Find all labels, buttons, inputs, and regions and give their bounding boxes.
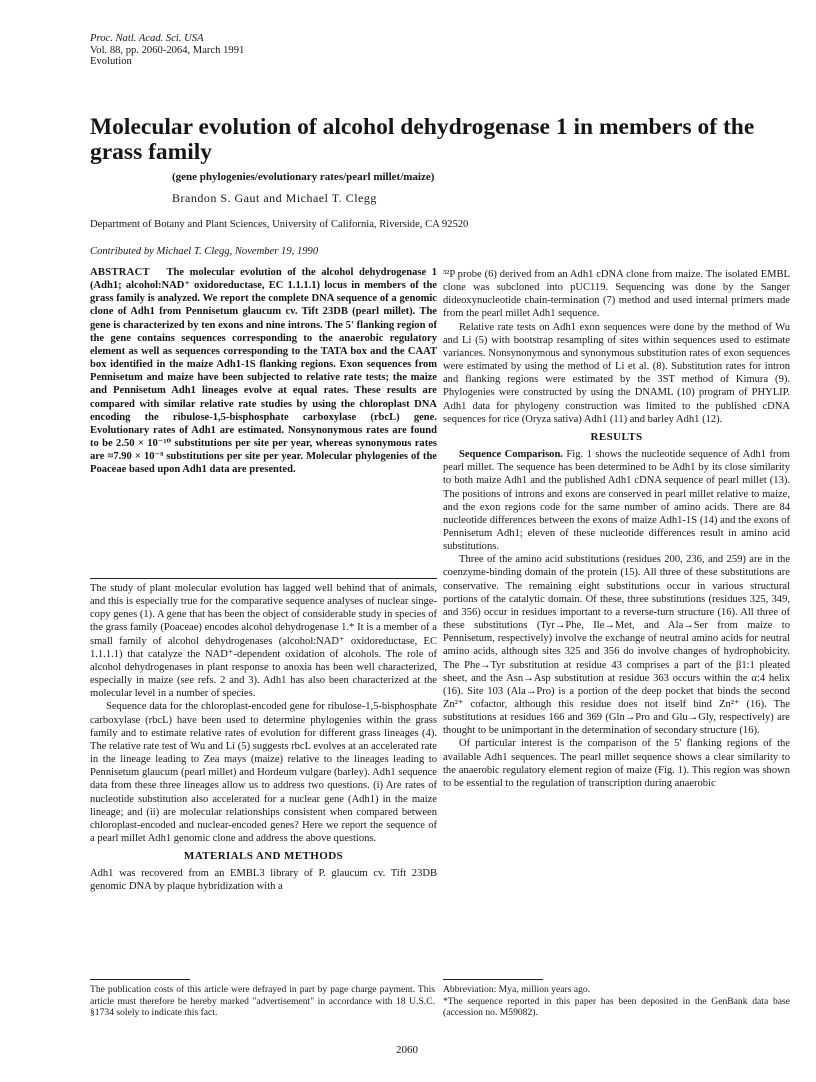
- methods-heading: MATERIALS AND METHODS: [183, 850, 344, 863]
- methods-paragraph-cont: ³²P probe (6) derived from an Adh1 cDNA clone from maize. The isolated EMBL clone was subcloned into pUC119. Sequencing was done by the Sanger dideoxynucleotide chain-termination (7) method and used internal primers made from the pearl millet Adh1 sequence.: [443, 269, 790, 320]
- affiliation: Department of Botany and Plant Sciences, University of California, Riverside, CA 92520: [90, 219, 469, 230]
- genbank-footnote: *The sequence reported in this paper has been deposited in the GenBank data base (accession no. M59082).: [443, 995, 790, 1019]
- journal-name: Proc. Natl. Acad. Sci. USA: [90, 33, 204, 44]
- left-column: [90, 266, 437, 477]
- results-paragraph: Of particular interest is the comparison of the 5' flanking regions of the available Adh1 sequences. The pearl millet sequence shows a clear similarity to the anaerobic regulatory element region of maize (Fig. 1). This region was shown to be essential to the regulation of transcription during anaerobic: [443, 738, 790, 789]
- article-title: Molecular evolution of alcohol dehydrogenase 1 in members of the grass family: [90, 114, 755, 165]
- abstract-heading: ABSTRACT: [90, 267, 150, 278]
- methods-paragraph: Adh1 was recovered from an EMBL3 library of P. glaucum cv. Tift 23DB genomic DNA by plaque hybridization with a: [90, 868, 437, 893]
- right-column: [443, 268, 790, 790]
- running-header: [90, 33, 244, 68]
- footnote-divider: [443, 979, 543, 980]
- section-name: Evolution: [90, 56, 132, 68]
- contributed-by: Contributed by Michael T. Clegg, November 19, 1990: [90, 246, 319, 257]
- results-paragraph: Three of the amino acid substitutions (residues 200, 236, and 259) are in the coenzyme-binding domain of the protein (15). All three of these substitutions are conservative. The remaining eight substitutions occur in various structural portions of the catalytic domain. Of these, three substitutions (residues 325, 349, and 356) occur in residues important to a reverse-turn structure (16). All three of these substitutions (Tyr→Phe, Ile→Met, and Ala→Ser from maize to Pennisetum, respectively) involve the exchange of neutral amino acids for neutral amino acids, although sites 325 and 356 do involve changes of hydrophobicity. The Phe→Tyr substitution at residue 43 comprises a part of the β1:1 pleated sheet, and the Asn→Asp substitution at residue 363 occurs within the α:4 helix (16). Site 103 (Ala→Pro) is a portion of the deep pocket that binds the second Zn²⁺ cofactor, although this residue does not itself bind Zn²⁺ (16). The substitutions at residues 166 and 369 (Gln→Pro and Glu→Gly, respectively) are thought to be unimportant in the determination of secondary structure (16).: [443, 554, 790, 737]
- subsection-heading: Sequence Comparison.: [459, 449, 563, 461]
- footnote-divider: [90, 979, 190, 980]
- results-heading: RESULTS: [590, 430, 643, 443]
- methods-paragraph: Relative rate tests on Adh1 exon sequences were done by the method of Wu and Li (5) with bootstrap resampling of sites within sequences used to estimate variances. Nonsynonymous and synonymous substitution rates of exon sequences were estimated by using the method of Li et al. (8). Substitution rates for intron and flanking regions were estimated by the 3ST method of Kimura (9). Phylogenies were constructed by using the DNAML (10) program of PHYLIP. Adh1 data for phylogeny construction was limited to the published cDNA sequences for rice (Oryza sativa) Adh1 (11) and barley Adh1 (12).: [443, 321, 790, 425]
- abstract-text: The molecular evolution of the alcohol dehydrogenase 1 (Adh1; alcohol:NAD⁺ oxidoreductase, EC 1.1.1.1) locus in members of the grass family is analyzed. We report the complete DNA sequence of a genomic clone of Adh1 from Pennisetum glaucum cv. Tift 23DB (pearl millet). The gene is characterized by ten exons and nine introns. The 5' flanking region of the gene contains sequences corresponding to the anaerobic regulatory element as well as sequences corresponding to the TATA box and the CAAT box identified in the maize Adh1-1S flanking regions. Exon sequences from Pennisetum and maize have been subjected to relative rate tests; the maize and Pennisetum Adh1 lineages evolve at equal rates. These results are compared with similar relative rate studies by using the chloroplast DNA encoding the ribulose-1,5-bisphosphate carboxylase (rbcL) gene. Evolutionary rates of Adh1 are estimated. Nonsynonymous rates are found to be 2.50 × 10⁻¹⁰ substitutions per site per year, whereas synonymous rates are ≈7.90 × 10⁻⁹ substitutions per site per year. Molecular phylogenies of the Poaceae based upon Adh1 data are presented.: [90, 267, 437, 476]
- abstract: [90, 266, 437, 477]
- intro-paragraph: Sequence data for the chloroplast-encoded gene for ribulose-1,5-bisphosphate carboxylase (rbcL) have been used to determine phylogenies within the grass family and to estimate relative rates of evolution for different grass lineages (4). The relative rate test of Wu and Li (5) suggests rbcL evolves at an accelerated rate in the lineage leading to Zea mays (maize) relative to the lineages leading to Pennisetum glaucum (pearl millet) and Hordeum vulgare (barley). Adh1 sequence data from these three lineages allow us to address two questions. (i) Are rates of nucleotide substitution also accelerated for a nuclear gene (Adh1) in the maize lineage; and (ii) are molecular relationships consistent when compared between chloroplast-encoded and nuclear-encoded genes? Here we report the sequence of a pearl millet Adh1 genomic clone and address the above questions.: [90, 701, 437, 844]
- footnotes-right: [443, 984, 790, 1019]
- results-paragraph: Sequence Comparison. Fig. 1 shows the nucleotide sequence of Adh1 from pearl millet. The sequence has been determined to be Adh1 by its close similarity to both maize Adh1 and the published Adh1 cDNA sequence of pearl millet (13). The positions of introns and exons are conserved in pearl millet relative to maize, and the exon regions code for the same number of amino acids. There are 84 nucleotide differences between the exons of maize Adh1-1S (14) and the exons of Pennisetum Adh1; eleven of these nucleotide differences result in amino acid substitutions.: [443, 449, 790, 553]
- authors: Brandon S. Gaut and Michael T. Clegg: [172, 191, 377, 205]
- intro-paragraph: The study of plant molecular evolution has lagged well behind that of animals, and this is especially true for the comparative sequence analyses of nuclear singe-copy genes (1). A gene that has been the object of considerable study in species of the grass family (Poaceae) encodes alcohol dehydrogenase 1.* It is a member of a small family of alcohol dehydrogenases (alcohol:NAD⁺ oxidoreductase, EC 1.1.1.1) that catalyze the NAD⁺-dependent oxidation of alcohols. The role of alcohol dehydrogenases in plant response to anoxia has been well characterized, especially in maize (see refs. 2 and 3). Adh1 has also been characterized at the molecular level in a number of species.: [90, 583, 437, 700]
- abstract-divider: [90, 578, 437, 579]
- page-number: 2060: [396, 1044, 418, 1056]
- volume-info: Vol. 88, pp. 2060-2064, March 1991: [90, 44, 245, 56]
- abbreviation-footnote: Abbreviation: Mya, million years ago.: [443, 984, 591, 995]
- left-column-body: [90, 582, 437, 894]
- publication-cost-footnote: The publication costs of this article were defrayed in part by page charge payment. This article must therefore be hereby marked "advertisement" in accordance with 18 U.S.C. §1734 solely to indicate this fact.: [90, 984, 435, 1019]
- keywords: (gene phylogenies/evolutionary rates/pearl millet/maize): [172, 171, 435, 183]
